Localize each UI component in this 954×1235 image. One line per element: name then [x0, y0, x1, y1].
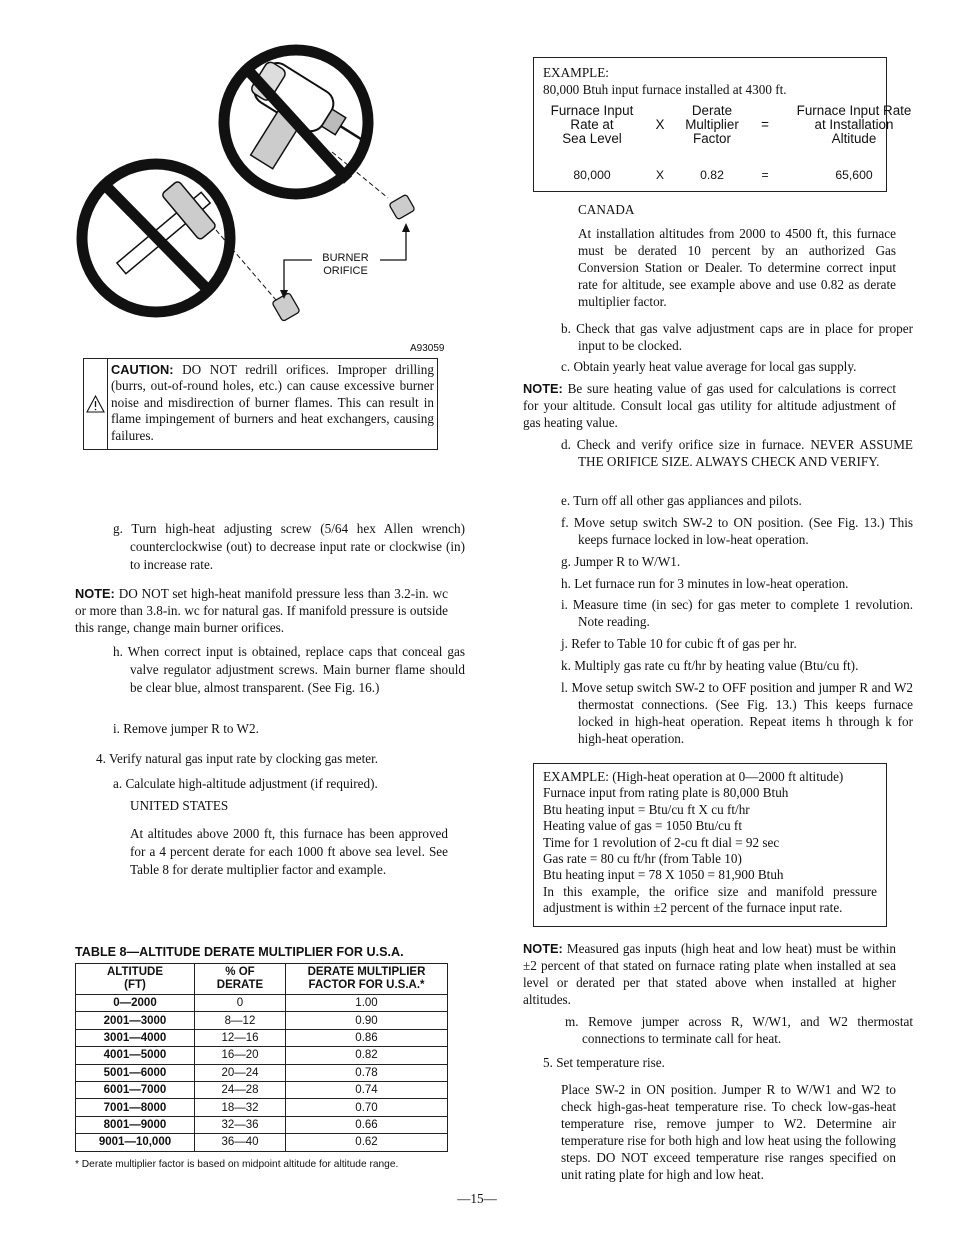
step-5: 5. Set temperature rise. [543, 1055, 665, 1070]
table-row [76, 1116, 448, 1133]
warning-triangle-icon [84, 359, 108, 449]
example-box-high-heat [533, 763, 887, 927]
table-row [76, 1012, 448, 1029]
table-row [76, 1047, 448, 1064]
equation-operator: X [655, 168, 665, 182]
step-3g: g. Turn high-heat adjusting screw (5/64 hex Allen wrench) counterclockwise (out) to decrease input rate or clockwise (in) to increase rate. [113, 521, 465, 572]
table-row [76, 1134, 448, 1151]
equation-value: 0.82 [700, 168, 724, 182]
table-cell: 0.82 [286, 1047, 448, 1064]
example-box-altitude [533, 57, 912, 192]
table-cell: 4001—5000 [76, 1047, 195, 1064]
table-row [76, 1081, 448, 1098]
table-cell: 6001—7000 [76, 1081, 195, 1098]
figure-id: A93059 [410, 343, 445, 354]
equation-operator: = [761, 117, 769, 132]
table-cell: 8001—9000 [76, 1116, 195, 1133]
example-values [537, 167, 929, 184]
example-lines [543, 769, 877, 917]
note-text: DO NOT set high-heat manifold pressure less than 3.2-in. wc or more than 3.8-in. wc for natural gas. If manifold pressure is outside this range, change main burner orifices. [75, 586, 448, 635]
table-cell: 0.62 [286, 1134, 448, 1151]
note-label: NOTE: [523, 381, 563, 396]
note-heating-value [523, 380, 896, 431]
example-line: Furnace input from rating plate is 80,000 Btuh [543, 785, 789, 801]
step-4k: k. Multiply gas rate cu ft/hr by heating value (Btu/cu ft). [561, 658, 859, 673]
table-header-row [76, 964, 448, 995]
equation-term: Derate Multiplier Factor [685, 103, 739, 146]
table-cell: 0 [195, 995, 286, 1012]
burner-orifice-label: BURNER ORIFICE [322, 252, 369, 277]
table8 [75, 963, 448, 1152]
table-row [76, 995, 448, 1012]
example-equation [537, 104, 929, 146]
equation-term: Furnace Input Rate at Installation Altitude [796, 103, 912, 146]
example-line: 80,000 Btuh input furnace installed at 4300 ft. [543, 82, 787, 97]
column-header: ALTITUDE (FT) [76, 964, 195, 995]
note-label: NOTE: [523, 941, 563, 956]
table-cell: 1.00 [286, 995, 448, 1012]
column-header: DERATE MULTIPLIER FACTOR FOR U.S.A.* [286, 964, 448, 995]
step-4: 4. Verify natural gas input rate by clocking gas meter. [96, 751, 379, 766]
example-line: EXAMPLE: (High-heat operation at 0—2000 ft altitude) [543, 769, 844, 784]
step-4d: d. Check and verify orifice size in furnace. NEVER ASSUME THE ORIFICE SIZE. ALWAYS CHECK AND VERIFY. [561, 437, 913, 469]
step-4h: h. Let furnace run for 3 minutes in low-heat operation. [561, 576, 849, 591]
step-4g: g. Jumper R to W/W1. [561, 554, 681, 569]
step-4m: m. Remove jumper across R, W/W1, and W2 thermostat connections to terminate call for heat. [565, 1014, 913, 1046]
step-4f: f. Move setup switch SW-2 to ON position. (See Fig. 13.) This keeps furnace locked in low-heat operation. [561, 515, 913, 547]
equation-term: Furnace Input Rate at Sea Level [550, 103, 634, 146]
canada-heading: CANADA [578, 202, 635, 217]
column-header: % OF DERATE [195, 964, 286, 995]
example-heading: EXAMPLE: [543, 65, 609, 80]
note-measured-inputs [523, 940, 896, 1008]
note-label: NOTE: [75, 586, 115, 601]
step-5-text: Place SW-2 in ON position. Jumper R to W/W1 and W2 to check high-gas-heat temperature rise. To check low-gas-heat temperature rise, remove jumper to W2. Determine air temperature rise for both high and low heat using the following steps. DO NOT exceed temperature rise ranges specified on unit rating plate for high and low heat. [561, 1082, 896, 1182]
table-cell: 0.70 [286, 1099, 448, 1116]
equation-operator: = [761, 168, 769, 182]
step-3i: i. Remove jumper R to W2. [113, 721, 259, 736]
example-line: Btu heating input = Btu/cu ft X cu ft/hr [543, 801, 750, 817]
table-cell: 0.78 [286, 1064, 448, 1081]
no-redrill-figure [70, 40, 455, 340]
table-cell: 36—40 [195, 1134, 286, 1151]
table-cell: 0.74 [286, 1081, 448, 1098]
table-cell: 18—32 [195, 1099, 286, 1116]
step-4e: e. Turn off all other gas appliances and pilots. [561, 493, 802, 508]
table-row [76, 1064, 448, 1081]
table8-footnote: * Derate multiplier factor is based on midpoint altitude for altitude range. [75, 1159, 399, 1170]
example-line: Btu heating input = 78 X 1050 = 81,900 Btuh [543, 867, 784, 883]
table-cell: 5001—6000 [76, 1064, 195, 1081]
table-cell: 8—12 [195, 1012, 286, 1029]
equation-value: 65,600 [835, 168, 873, 182]
step-4a: a. Calculate high-altitude adjustment (if required). [113, 776, 378, 791]
orifice-upper-icon [389, 194, 415, 220]
table-cell: 0.86 [286, 1029, 448, 1046]
table-cell: 9001—10,000 [76, 1134, 195, 1151]
example-line: Time for 1 revolution of 2-cu ft dial = 92 sec [543, 834, 780, 850]
table-cell: 2001—3000 [76, 1012, 195, 1029]
canada-text: At installation altitudes from 2000 to 4500 ft, this furnace must be derated 10 percent by an authorized Gas Conversion Station or Dealer. To determine correct input rate for altitude, see example above and use 0.82 as derate multiplier factor. [578, 226, 896, 309]
equation-value: 80,000 [573, 168, 611, 182]
table-cell: 24—28 [195, 1081, 286, 1098]
no-hammer-icon [82, 164, 230, 312]
step-4l: l. Move setup switch SW-2 to OFF position and jumper R and W2 thermostat connections. (See Fig. 13.) This keeps furnace locked in high-heat operation. Repeat items h through k for high-heat operation. [561, 680, 913, 746]
step-4c: c. Obtain yearly heat value average for local gas supply. [561, 359, 857, 374]
table-cell: 3001—4000 [76, 1029, 195, 1046]
no-drill-icon [221, 50, 381, 205]
table-cell: 20—24 [195, 1064, 286, 1081]
note-text: Measured gas inputs (high heat and low heat) must be within ±2 percent of that stated on furnace rating plate when installed at sea level or derated per that stated above when installed at higher altitudes. [523, 941, 897, 1007]
table-row [76, 1099, 448, 1116]
example-conclusion: In this example, the orifice size and manifold pressure adjustment is within ±2 percent of the furnace input rate. [543, 883, 877, 916]
page-number: —15— [457, 1191, 497, 1206]
table-cell: 0—2000 [76, 995, 195, 1012]
us-text: At altitudes above 2000 ft, this furnace has been approved for a 4 percent derate for each 1000 ft above sea level. See Table 8 for derate multiplier factor and example. [130, 826, 448, 877]
example-line: Gas rate = 80 cu ft/hr (from Table 10) [543, 851, 742, 867]
table-cell: 32—36 [195, 1116, 286, 1133]
table-cell: 12—16 [195, 1029, 286, 1046]
table8-title: TABLE 8—ALTITUDE DERATE MULTIPLIER FOR U.S.A. [75, 945, 404, 959]
table-row [76, 1029, 448, 1046]
caution-text [111, 362, 434, 444]
step-4i: i. Measure time (in sec) for gas meter to complete 1 revolution. Note reading. [561, 597, 913, 629]
caution-body: DO NOT redrill orifices. Improper drilling (burrs, out-of-round holes, etc.) can cause excessive burner noise and misdirection of burner flames. This can result in flame impingement of burners and heat exchangers, causing failures. [111, 362, 434, 443]
table-cell: 0.66 [286, 1116, 448, 1133]
step-4j: j. Refer to Table 10 for cubic ft of gas per hr. [561, 636, 797, 651]
table-cell: 16—20 [195, 1047, 286, 1064]
step-4b: b. Check that gas valve adjustment caps are in place for proper input to be clocked. [561, 321, 913, 353]
note-manifold-pressure [75, 585, 448, 636]
orifice-lower-icon [272, 292, 300, 321]
note-text: Be sure heating value of gas used for calculations is correct for your altitude. Consult local gas utility for altitude adjustment of gas heating value. [523, 381, 896, 430]
caution-box [83, 358, 438, 450]
table-cell: 0.90 [286, 1012, 448, 1029]
equation-operator: X [655, 117, 665, 132]
example-line: Heating value of gas = 1050 Btu/cu ft [543, 818, 742, 834]
step-3h: h. When correct input is obtained, replace caps that conceal gas valve regulator adjustment screws. Main burner flame should be clear blue, almost transparent. (See Fig. 16.) [113, 644, 465, 695]
caution-label: CAUTION: [111, 362, 174, 377]
us-heading: UNITED STATES [130, 798, 229, 813]
table-cell: 7001—8000 [76, 1099, 195, 1116]
